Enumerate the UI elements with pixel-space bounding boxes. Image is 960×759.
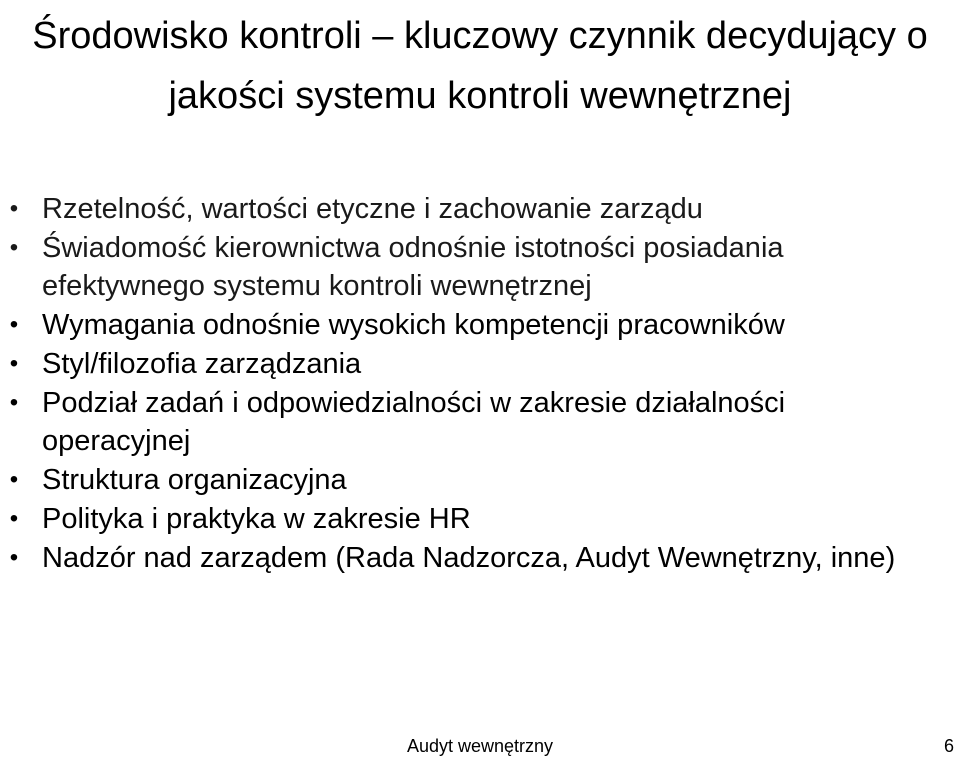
bullet-icon: • [9,505,19,532]
bullet-item [0,539,930,577]
bullet-item [0,384,930,460]
bullet-icon: • [9,311,19,338]
bullet-icon: • [9,466,19,493]
bullet-item [0,345,930,383]
page-number: 6 [943,736,954,756]
bullet-icon: • [9,544,19,571]
bullet-text: Polityka i praktyka w zakresie HR [42,503,471,535]
bullet-text: Styl/filozofia zarządzania [42,348,362,380]
bullet-icon: • [9,389,19,416]
footer-text: Audyt wewnętrzny [406,736,554,756]
bullet-icon: • [9,350,19,377]
bullet-item [0,461,930,499]
bullet-text: Struktura organizacyjna [42,464,347,496]
bullet-text: Wymagania odnośnie wysokich kompetencji pracowników [42,309,785,341]
bullet-text: Rzetelność, wartości etyczne i zachowanie zarządu [42,193,703,225]
bullet-item [0,229,930,305]
bullet-icon: • [9,234,19,261]
bullet-list [0,190,930,578]
bullet-item [0,500,930,538]
bullet-text: Podział zadań i odpowiedzialności w zakresie działalności operacyjnej [42,387,786,457]
slide-title: Środowisko kontroli – kluczowy czynnik decydujący o jakości systemu kontroli wewnętrznej [32,15,928,117]
bullet-item [0,190,930,228]
bullet-icon: • [9,195,19,222]
bullet-item [0,306,930,344]
bullet-text: Świadomość kierownictwa odnośnie istotności posiadania efektywnego systemu kontroli wewnętrznej [42,232,784,302]
bullet-text: Nadzór nad zarządem (Rada Nadzorcza, Audyt Wewnętrzny, inne) [42,542,896,574]
